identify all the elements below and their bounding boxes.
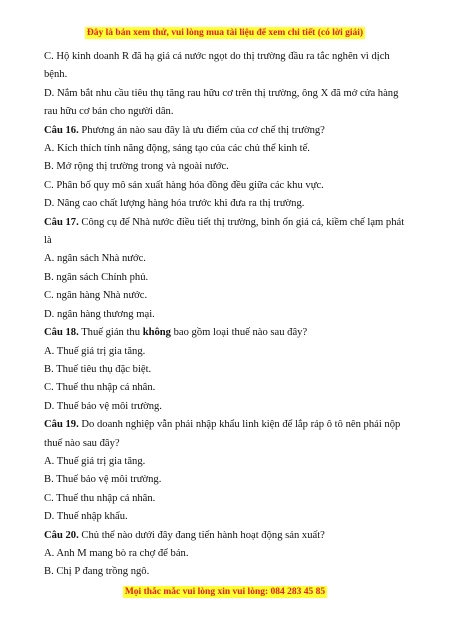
option-b: B. Thuế tiêu thụ đặc biệt. [44, 363, 152, 375]
question-17 [44, 214, 410, 232]
preview-banner [0, 28, 450, 38]
question-text: Chủ thể nào dưới đây đang tiến hành hoạt động sản xuất? [78, 529, 325, 541]
preview-banner-text: Đây là bản xem thử, vui lòng mua tài liệu để xem chi tiết (có lời giải) [86, 28, 364, 38]
question-text: Thuế gián thu [78, 327, 143, 339]
question-20 [44, 527, 410, 545]
option-b: B. ngân sách Chính phủ. [44, 271, 149, 283]
answer-line: rau hữu cơ bán cho người dân. [44, 106, 174, 118]
contact-banner-text: Mọi thắc mắc vui lòng xin vui lòng: 084 283 45 85 [124, 587, 326, 597]
answer-line: D. Nắm bắt nhu cầu tiêu thụ tăng rau hữu cơ trên thị trường, ông X đã mở cửa hàng [44, 87, 399, 99]
question-label: Câu 20. [44, 529, 79, 541]
question-label: Câu 18. [44, 327, 79, 339]
question-text: Công cụ để Nhà nước điều tiết thị trường, bình ổn giá cả, kiềm chế lạm phát [78, 216, 405, 228]
option-a: A. Anh M mang bò ra chợ để bán. [44, 547, 189, 559]
option-a: A. ngân sách Nhà nước. [44, 253, 146, 265]
document-body [44, 48, 410, 582]
answer-line: C. Hộ kinh doanh R đã hạ giá cá nước ngọt do thị trường đầu ra tắc nghẽn vì dịch [44, 51, 390, 62]
question-text-continued: thuế nào sau đây? [44, 437, 120, 449]
question-text: Do doanh nghiệp vẫn phải nhập khẩu linh kiện để lắp ráp ô tô nên phải nộp [78, 419, 401, 431]
option-c: C. ngân hàng Nhà nước. [44, 290, 148, 302]
option-d: D. ngân hàng thương mại. [44, 308, 155, 320]
option-a: A. Thuế giá trị gia tăng. [44, 345, 146, 357]
option-d: D. Thuế bảo vệ môi trường. [44, 400, 162, 412]
question-text: Phương án nào sau đây là ưu điểm của cơ chế thị trường? [78, 124, 325, 136]
option-c: C. Phân bố quy mô sản xuất hàng hóa đồng đều giữa các khu vực. [44, 179, 324, 191]
answer-line: bệnh. [44, 69, 68, 81]
question-label: Câu 17. [44, 216, 79, 228]
option-a: A. Kích thích tính năng động, sáng tạo của các chủ thể kinh tế. [44, 143, 310, 155]
option-c: C. Thuế thu nhập cá nhân. [44, 382, 156, 394]
question-18 [44, 324, 410, 342]
question-text: bao gồm loại thuế nào sau đây? [170, 327, 308, 339]
question-16 [44, 122, 410, 140]
option-d: D. Thuế nhập khẩu. [44, 511, 128, 523]
question-19 [44, 416, 410, 434]
option-a: A. Thuế giá trị gia tăng. [44, 455, 146, 467]
option-c: C. Thuế thu nhập cá nhân. [44, 492, 156, 504]
question-label: Câu 16. [44, 124, 79, 136]
question-emphasis: không [142, 327, 171, 339]
option-b: B. Mở rộng thị trường trong và ngoài nước. [44, 161, 229, 173]
contact-banner [0, 587, 450, 597]
option-b: B. Thuế bảo vệ môi trường. [44, 474, 162, 486]
question-text-continued: là [44, 235, 52, 247]
question-label: Câu 19. [44, 419, 79, 431]
option-b: B. Chị P đang trồng ngô. [44, 566, 150, 578]
option-d: D. Nâng cao chất lượng hàng hóa trước khi đưa ra thị trường. [44, 198, 305, 210]
